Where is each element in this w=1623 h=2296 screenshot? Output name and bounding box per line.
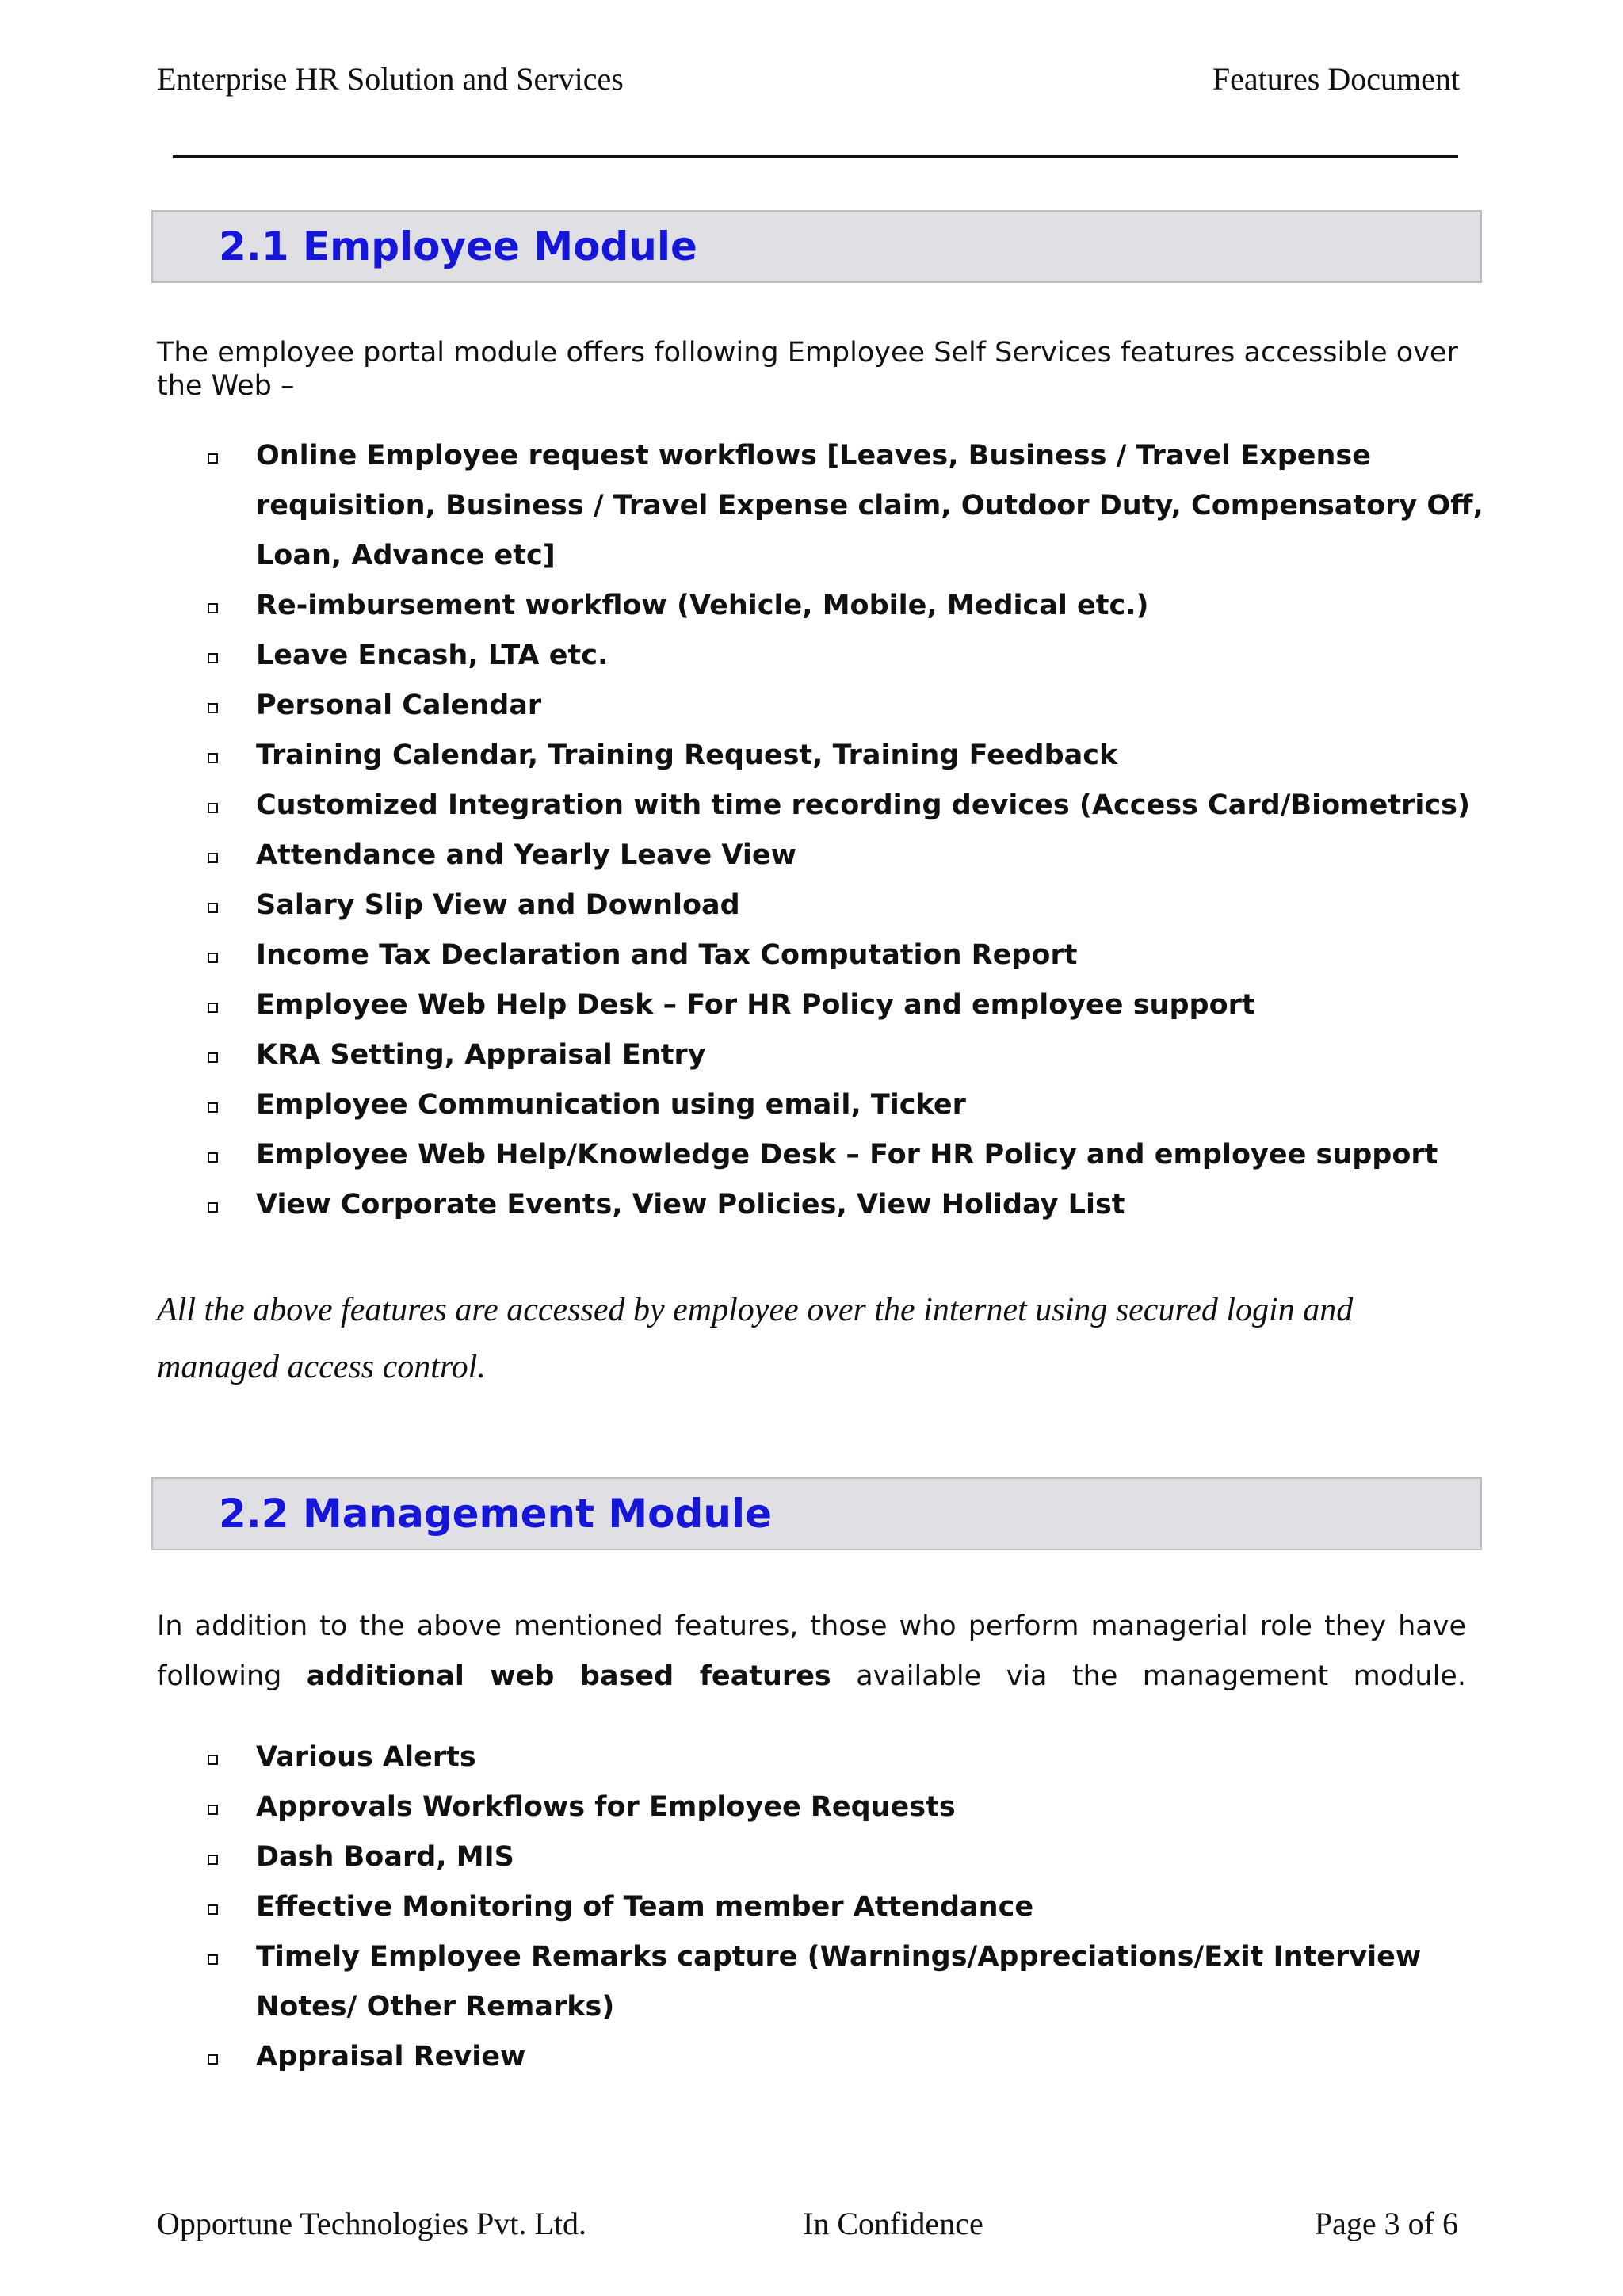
list-item: Re-imbursement workflow (Vehicle, Mobile, Medical etc.) <box>204 581 1488 631</box>
checkbox-bullet-icon <box>208 603 218 613</box>
checkbox-bullet-icon <box>208 1855 218 1865</box>
list-item: Effective Monitoring of Team member Attendance <box>204 1882 1488 1932</box>
list-item: Personal Calendar <box>204 681 1488 731</box>
management-feature-list <box>204 1733 1488 2082</box>
checkbox-bullet-icon <box>208 1805 218 1815</box>
list-item: Employee Web Help Desk – For HR Policy and employee support <box>204 980 1488 1030</box>
list-item: Income Tax Declaration and Tax Computation Report <box>204 930 1488 980</box>
footer-company: Opportune Technologies Pvt. Ltd. <box>157 2206 586 2241</box>
checkbox-bullet-icon <box>208 1755 218 1765</box>
list-item: Employee Communication using email, Ticker <box>204 1080 1488 1130</box>
list-item: KRA Setting, Appraisal Entry <box>204 1030 1488 1080</box>
list-item: Appraisal Review <box>204 2032 1488 2082</box>
checkbox-bullet-icon <box>208 1904 218 1915</box>
list-item: Approvals Workflows for Employee Requests <box>204 1782 1488 1832</box>
list-item: View Corporate Events, View Policies, View Holiday List <box>204 1180 1488 1230</box>
checkbox-bullet-icon <box>208 653 218 663</box>
checkbox-bullet-icon <box>208 753 218 763</box>
checkbox-bullet-icon <box>208 903 218 913</box>
checkbox-bullet-icon <box>208 1102 218 1113</box>
header-doc-type: Features Document <box>1212 61 1460 97</box>
checkbox-bullet-icon <box>208 1202 218 1213</box>
list-item: Attendance and Yearly Leave View <box>204 831 1488 881</box>
checkbox-bullet-icon <box>208 853 218 863</box>
footer-confidentiality: In Confidence <box>803 2206 983 2241</box>
checkbox-bullet-icon <box>208 2054 218 2065</box>
management-intro: In addition to the above mentioned features, those who perform managerial role they have following additional web based features available via the management module. <box>157 1610 1466 1692</box>
checkbox-bullet-icon <box>208 1954 218 1965</box>
checkbox-bullet-icon <box>208 953 218 963</box>
checkbox-bullet-icon <box>208 1052 218 1063</box>
list-item: Various Alerts <box>204 1733 1488 1782</box>
list-item: Leave Encash, LTA etc. <box>204 631 1488 681</box>
section-title: 2.1 Employee Module <box>219 223 697 269</box>
header-divider <box>173 155 1458 158</box>
list-item: Salary Slip View and Download <box>204 881 1488 930</box>
list-item: Timely Employee Remarks capture (Warnings/Appreciations/Exit Interview Notes/ Other Remarks) <box>204 1932 1488 2032</box>
list-item: Employee Web Help/Knowledge Desk – For HR Policy and employee support <box>204 1130 1488 1180</box>
employee-feature-list <box>204 431 1488 1230</box>
checkbox-bullet-icon <box>208 1003 218 1013</box>
header-company: Enterprise HR Solution and Services <box>157 61 624 97</box>
section-heading-employee-module <box>151 210 1482 283</box>
checkbox-bullet-icon <box>208 703 218 713</box>
employee-intro: The employee portal module offers following Employee Self Services features accessible over the Web – <box>157 337 1458 402</box>
list-item: Customized Integration with time recording devices (Access Card/Biometrics) <box>204 781 1488 831</box>
checkbox-bullet-icon <box>208 453 218 464</box>
employee-access-note: All the above features are accessed by employee over the internet using secured login and managed access control. <box>157 1292 1354 1385</box>
section-title: 2.2 Management Module <box>219 1491 772 1537</box>
checkbox-bullet-icon <box>208 1152 218 1163</box>
footer-page-number: Page 3 of 6 <box>1314 2206 1458 2241</box>
checkbox-bullet-icon <box>208 803 218 813</box>
section-heading-management-module <box>151 1477 1482 1550</box>
list-item: Dash Board, MIS <box>204 1832 1488 1882</box>
list-item: Training Calendar, Training Request, Training Feedback <box>204 731 1488 781</box>
list-item: Online Employee request workflows [Leaves, Business / Travel Expense requisition, Business / Travel Expense claim, Outdoor Duty, Compensatory Off, Loan, Advance etc] <box>204 431 1488 581</box>
